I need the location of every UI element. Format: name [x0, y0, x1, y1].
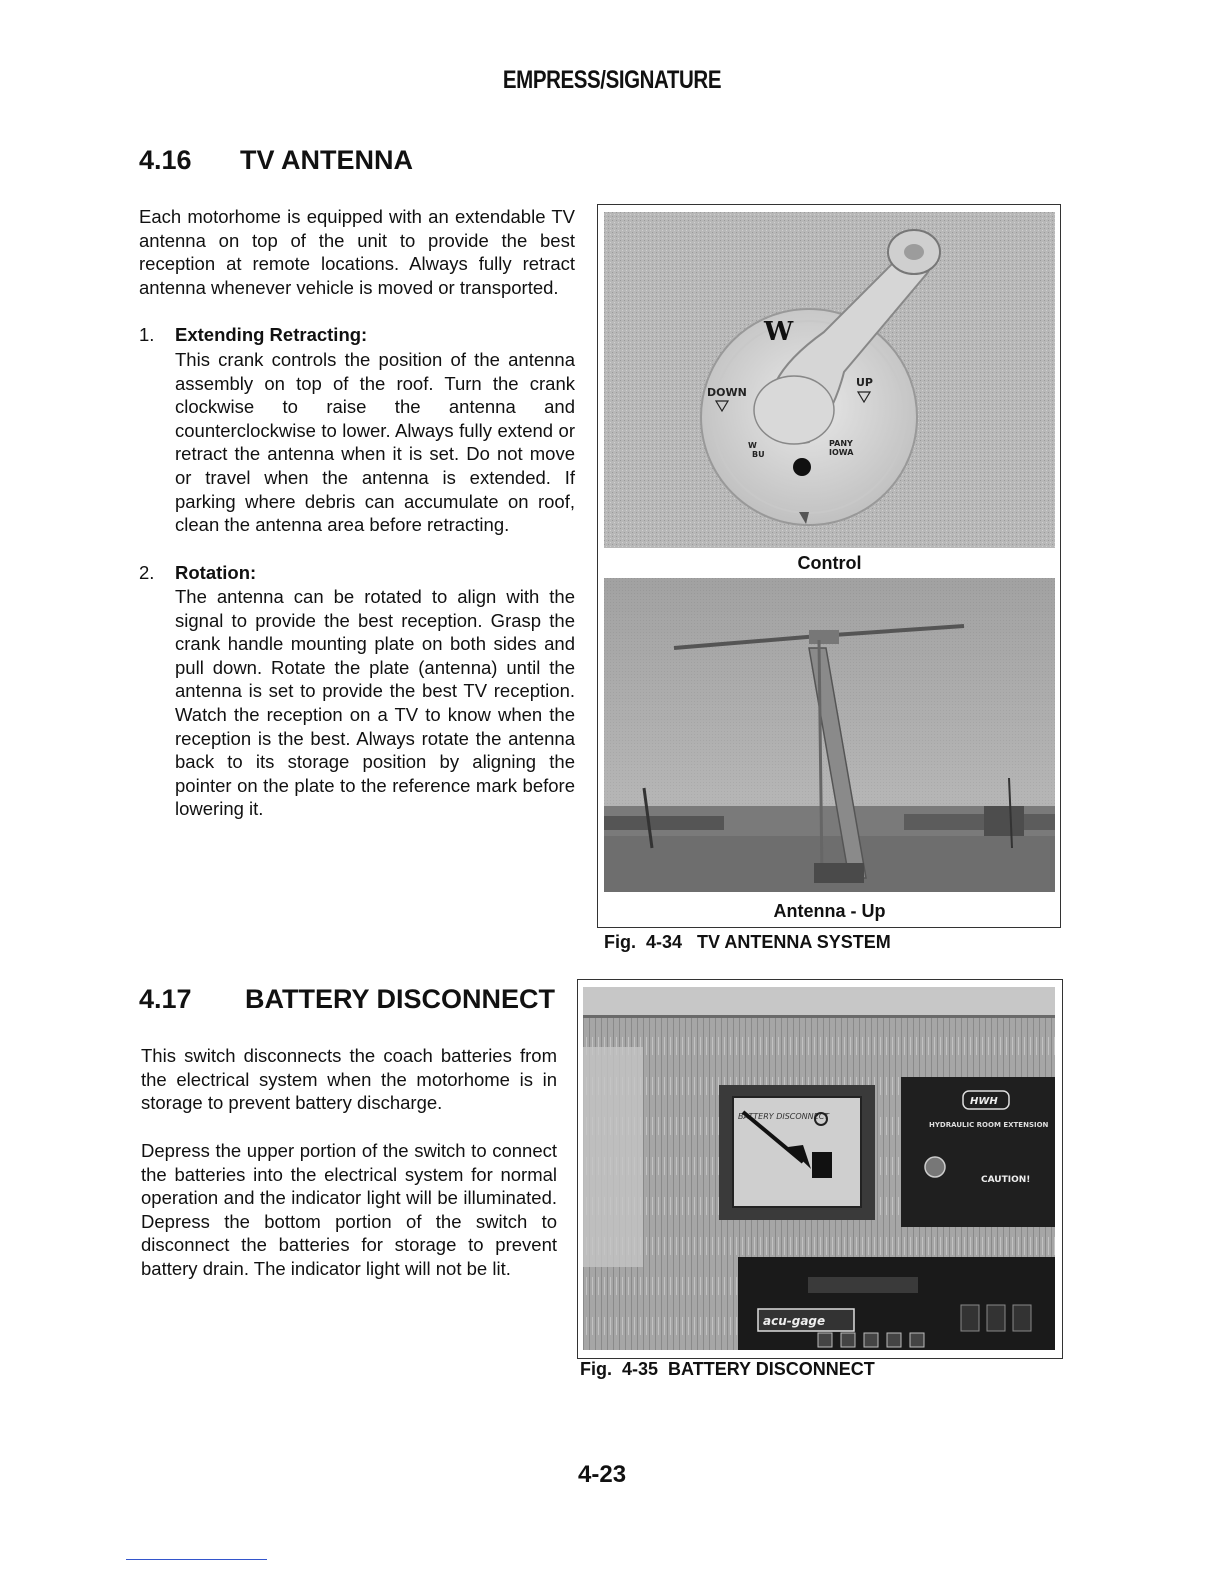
section-number: 4.17 — [139, 984, 192, 1014]
brand-mark: W — [764, 317, 794, 347]
caution-label: CAUTION! — [981, 1175, 1031, 1185]
list-item-number: 1. — [139, 324, 155, 345]
gauge-logo: acu-gage — [763, 1314, 826, 1328]
hwh-logo: HWH — [970, 1096, 998, 1107]
footnote-rule — [126, 1559, 267, 1560]
plate-text: PANY — [829, 439, 853, 448]
figure-label — [580, 1359, 875, 1380]
battery-disconnect-photo — [583, 987, 1055, 1350]
figure-number: Fig. 4-34 — [604, 932, 683, 952]
list-item-body: The antenna can be rotated to align with the signal to provide the best reception. Grasp the crank handle mounting plate on both sides and pull down. Rotate the plate (antenna) until the antenna is set to provide the best TV reception. Watch the reception on a TV to know when the reception is the best. Always rotate the antenna back to its storage position by aligning the pointer on the plate to the reference mark before lowering it. — [175, 586, 575, 820]
hwh-subtitle: HYDRAULIC ROOM EXTENSION — [929, 1121, 1049, 1129]
section-title: TV ANTENNA — [240, 145, 413, 175]
plate-text: IOWA — [829, 448, 854, 457]
photo-caption-antenna-up: Antenna - Up — [773, 901, 886, 921]
down-label: DOWN — [707, 386, 747, 399]
section-paragraph: This switch disconnects the coach batteries from the electrical system when the motorhome is in storage to prevent battery discharge. — [141, 1045, 557, 1114]
battery-disconnect-illustration — [583, 987, 1055, 1350]
page-number: 4-23 — [578, 1461, 627, 1488]
plate-text: BU — [752, 450, 765, 459]
figure-label — [604, 932, 891, 953]
plate-text: W — [748, 441, 757, 450]
photo-caption-control: Control — [797, 553, 862, 573]
list-item-title: Extending Retracting: — [175, 324, 368, 345]
list-item-body: This crank controls the position of the antenna assembly on top of the roof. Turn the crank clockwise to raise the antenna and counterclockwise to lower. Always fully extend or retract the antenna when it is set. Do not move or travel when the antenna is extended. If parking where debris can accumulate on roof, clean the antenna area before retracting. — [175, 349, 575, 536]
section-paragraph: Depress the upper portion of the switch to connect the batteries into the electrical system for normal operation and the indicator light will be illuminated. Depress the bottom portion of the switch to disconnect the batteries for storage to prevent battery drain. The indicator light will not be lit. — [141, 1140, 557, 1279]
section-intro: Each motorhome is equipped with an extendable TV antenna on top of the unit to provide the best reception at remote locations. Always fully retract antenna whenever vehicle is moved or transported. — [139, 206, 575, 298]
panel-label: BATTERY DISCONNECT — [738, 1112, 830, 1121]
figure-title: TV ANTENNA SYSTEM — [697, 932, 891, 952]
antenna-up-illustration — [604, 578, 1055, 892]
antenna-up-photo — [604, 578, 1055, 892]
list-item-title: Rotation: — [175, 562, 257, 583]
running-header: EMPRESS/SIGNATURE — [502, 66, 722, 94]
figure-title: BATTERY DISCONNECT — [668, 1359, 875, 1379]
section-title: BATTERY DISCONNECT — [245, 984, 556, 1014]
control-photo — [604, 212, 1055, 548]
up-label: UP — [856, 376, 873, 389]
antenna-crank-illustration — [604, 212, 1055, 548]
list-item-number: 2. — [139, 562, 155, 583]
figure-number: Fig. 4-35 — [580, 1359, 659, 1379]
section-number: 4.16 — [139, 145, 192, 175]
